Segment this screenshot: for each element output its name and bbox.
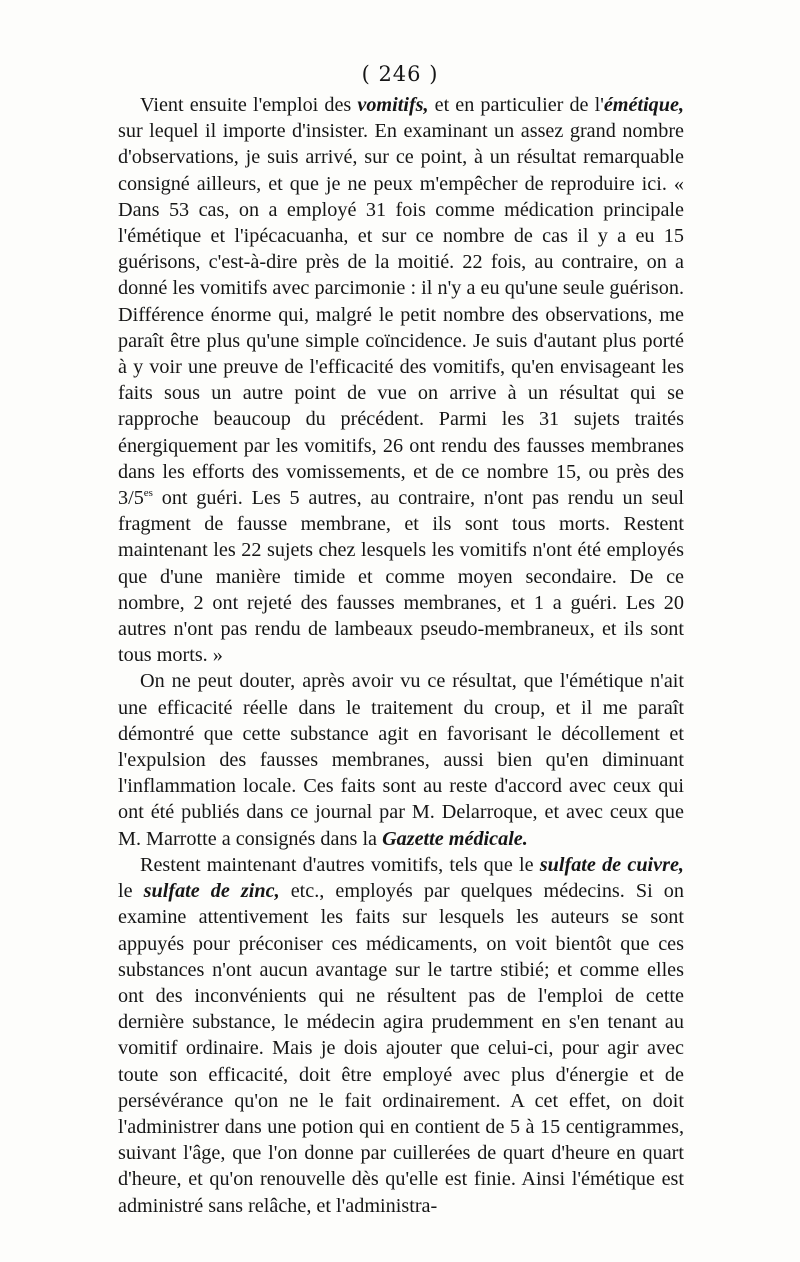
emphasis-emetique: émétique, bbox=[603, 94, 685, 116]
text-run: On ne peut douter, après avoir vu ce résultat, que l'émétique n'ait une efficacité réelle dans le traitement du croup, et il me paraît démontré que cette substance agit en favorisant le décollement et l'expulsion des fausses membranes, aussi bien qu'en diminuant l'inflammation locale. Ces faits sont au reste d'accord avec ceux qui ont été publiés dans ce journal par M. Delarroque, et avec ceux que M. Marrotte a consignés dans la bbox=[118, 670, 684, 850]
superscript-es: es bbox=[143, 487, 153, 500]
emphasis-vomitifs: vomitifs, bbox=[357, 94, 429, 116]
emphasis-gazette-medicale: Gazette médicale. bbox=[382, 827, 528, 850]
emphasis-sulfate-de-cuivre: sulfate de cuivre, bbox=[539, 853, 684, 876]
text-run: Vient ensuite l'emploi des bbox=[140, 94, 358, 116]
text-run: Restent maintenant d'autres vomitifs, tels que le bbox=[140, 853, 540, 876]
paragraph-efficacy bbox=[118, 668, 684, 851]
text-run: etc., employés par quelques médecins. Si on examine attentivement les faits sur lesquels les auteurs se sont appuyés pour préconiser ces médicaments, on voit bientôt que ces substances n'ont aucun avantage sur le tartre stibié; et comme elles ont des inconvénients qui ne résultent pas de l'emploi de cette dernière substance, le médecin agira prudemment en s'en tenant au vomitif ordinaire. Mais je dois ajouter que celui-ci, pour agir avec toute son efficacité, doit être employé avec plus d'énergie et de persévérance qu'on ne le fait ordinairement. A cet effet, on doit l'administrer dans une potion qui en contient de 5 à 15 centigrammes, suivant l'âge, que l'on donne par cuillerées de quart d'heure en quart d'heure, et qu'on renouvelle dès qu'elle est finie. Ainsi l'émétique est administré sans relâche, et l'administra- bbox=[118, 880, 684, 1217]
paragraph-emetic-statistics bbox=[118, 92, 684, 668]
text-run: sur lequel il importe d'insister. En examinant un assez grand nombre d'observations, je suis arrivé, sur ce point, à un résultat remarquable consigné ailleurs, et que je ne peux m'empêcher de reproduire ici. « Dans 53 cas, on a employé 31 fois comme médication principale l'émétique et l'ipécacuanha, et sur ce nombre de cas il y a eu 15 guérisons, c'est-à-dire près de la moitié. 22 fois, au contraire, on a donné les vomitifs avec parcimonie : il n'y a eu qu'une seule guérison. Différence énorme qui, malgré le petit nombre des observations, me paraît être plus qu'une simple coïncidence. Je suis d'autant plus porté à y voir une preuve de l'efficacité des vomitifs, qu'en envisageant les faits sous un autre point de vue on arrive à un résultat qui se rapproche beaucoup du précédent. Parmi les 31 sujets traités énergiquement par les vomitifs, 26 ont rendu des fausses membranes dans les efforts des vomissements, et de ce nombre 15, ou près des 3/5 bbox=[118, 120, 684, 510]
text-run: et en particulier de l' bbox=[428, 94, 604, 116]
emphasis-sulfate-de-zinc: sulfate de zinc, bbox=[143, 880, 280, 903]
body-text bbox=[118, 92, 684, 1219]
page-number: ( 246 ) bbox=[361, 62, 439, 86]
paragraph-other-vomitifs bbox=[118, 852, 684, 1219]
text-run: le bbox=[118, 880, 144, 903]
text-run: ont guéri. Les 5 autres, au contraire, n'ont pas rendu un seul fragment de fausse membrane, et ils sont tous morts. Restent maintenant les 22 sujets chez lesquels les vomitifs n'ont été employés que d'une manière timide et comme moyen secondaire. De ce nombre, 2 ont rejeté des fausses membranes, et 1 a guéri. Les 20 autres n'ont pas rendu de lambeaux pseudo-membraneux, et ils sont tous morts. » bbox=[118, 487, 684, 667]
